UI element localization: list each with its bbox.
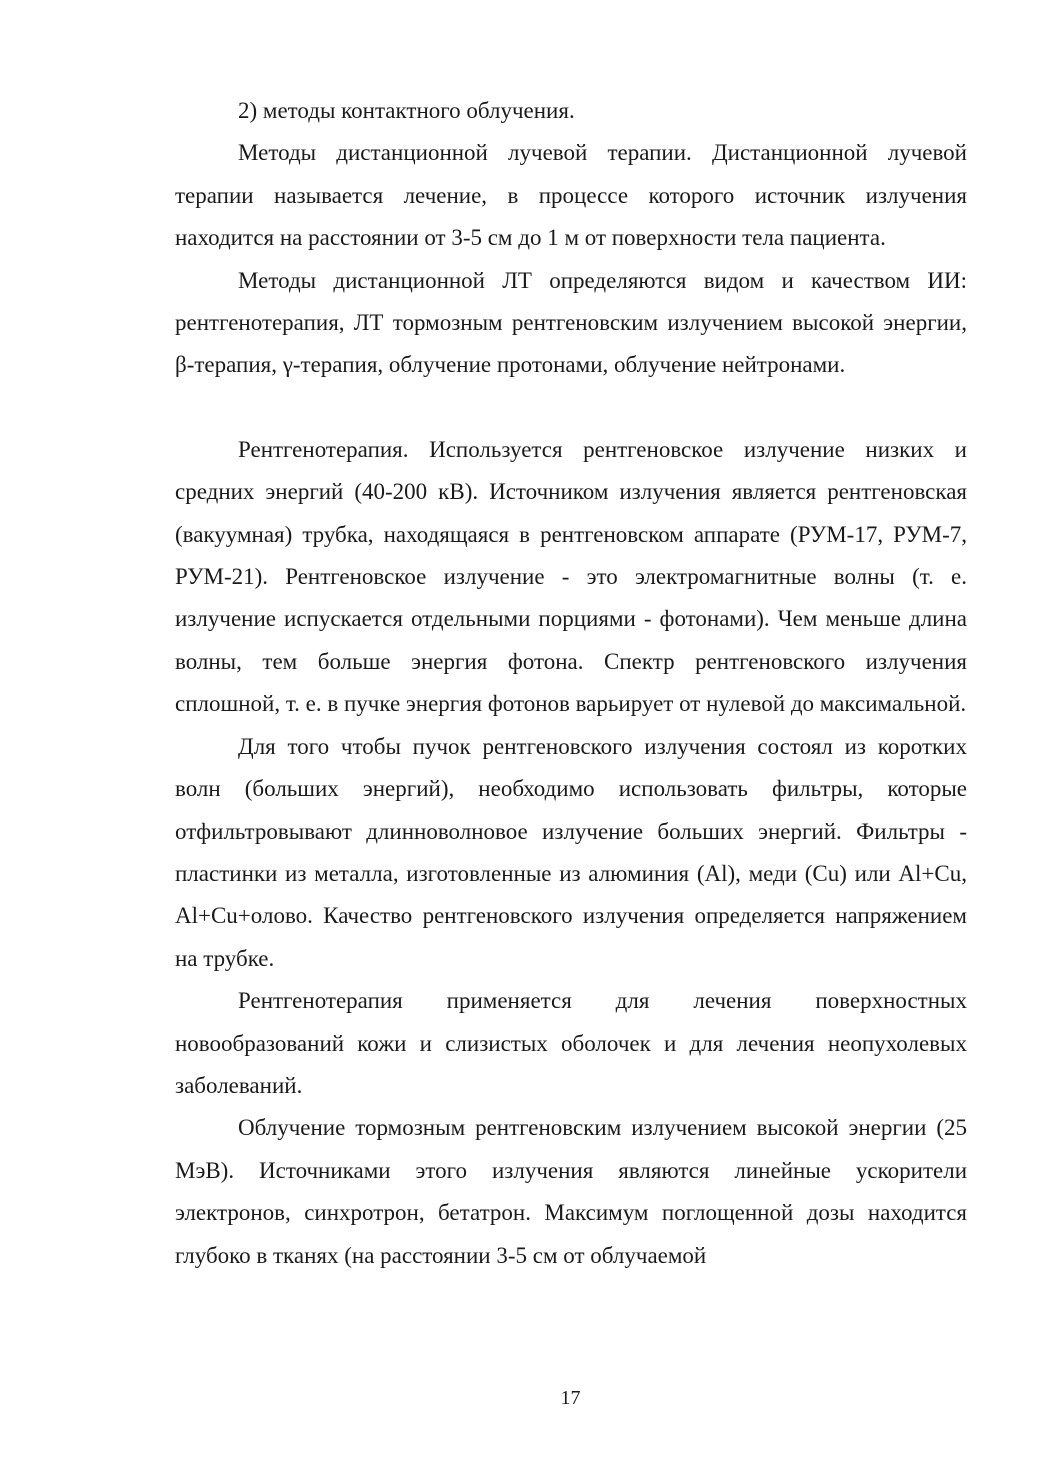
body-text: [175, 90, 967, 1277]
paragraph-contact-methods: 2) методы контактного облучения.: [238, 98, 575, 123]
paragraph-remote-therapy-definition: Методы дистанционной лучевой терапии. Дистанционной лучевой терапии называется лечение, в процессе которого источник излучения находится на расстоянии от 3-5 см до 1 м от поверхности тела пациента.: [175, 140, 967, 251]
paragraph-bremsstrahlung: Облучение тормозным рентгеновским излучением высокой энергии (25 МэВ). Источниками этого излучения являются линейные ускорители электронов, синхротрон, бетатрон. Максимум поглощенной дозы находится глубоко в тканях (на расстоянии 3-5 см от облучаемой: [175, 1115, 967, 1268]
paragraph-x-ray-therapy: Рентгенотерапия. Используется рентгеновское излучение низких и средних энергий (40-200 кВ). Источником излучения является рентгеновская (вакуумная) трубка, находящаяся в рентгеновском аппарате (РУМ-17, РУМ-7, РУМ-21). Рентгеновское излучение - это электромагнитные волны (т. е. излучение испускается отдельными порциями - фотонами). Чем меньше длина волны, тем больше энергия фотона. Спектр рентгеновского излучения сплошной, т. е. в пучке энергия фотонов варьирует от нулевой до максимальной.: [175, 436, 967, 717]
page-number: 17: [560, 1387, 581, 1409]
paragraph-x-ray-therapy-use: Рентгенотерапия применяется для лечения поверхностных новообразований кожи и слизистых оболочек и для лечения неопухолевых заболеваний.: [175, 988, 967, 1098]
paragraph-remote-therapy-types: Методы дистанционной ЛТ определяются видом и качеством ИИ: рентгенотерапия, ЛТ тормозным рентгеновским излучением высокой энергии, β-терапия, γ-терапия, облучение протонами, облучение нейтронами.: [175, 267, 967, 378]
paragraph-filters: Для того чтобы пучок рентгеновского излучения состоял из коротких волн (больших энергий), необходимо использовать фильтры, которые отфильтровывают длинноволновое излучение больших энергий. Фильтры - пластинки из металла, изготовленные из алюминия (Al), меди (Cu) или Al+Cu, Al+Cu+олово. Качество рентгеновского излучения определяется напряжением на трубке.: [175, 733, 967, 971]
